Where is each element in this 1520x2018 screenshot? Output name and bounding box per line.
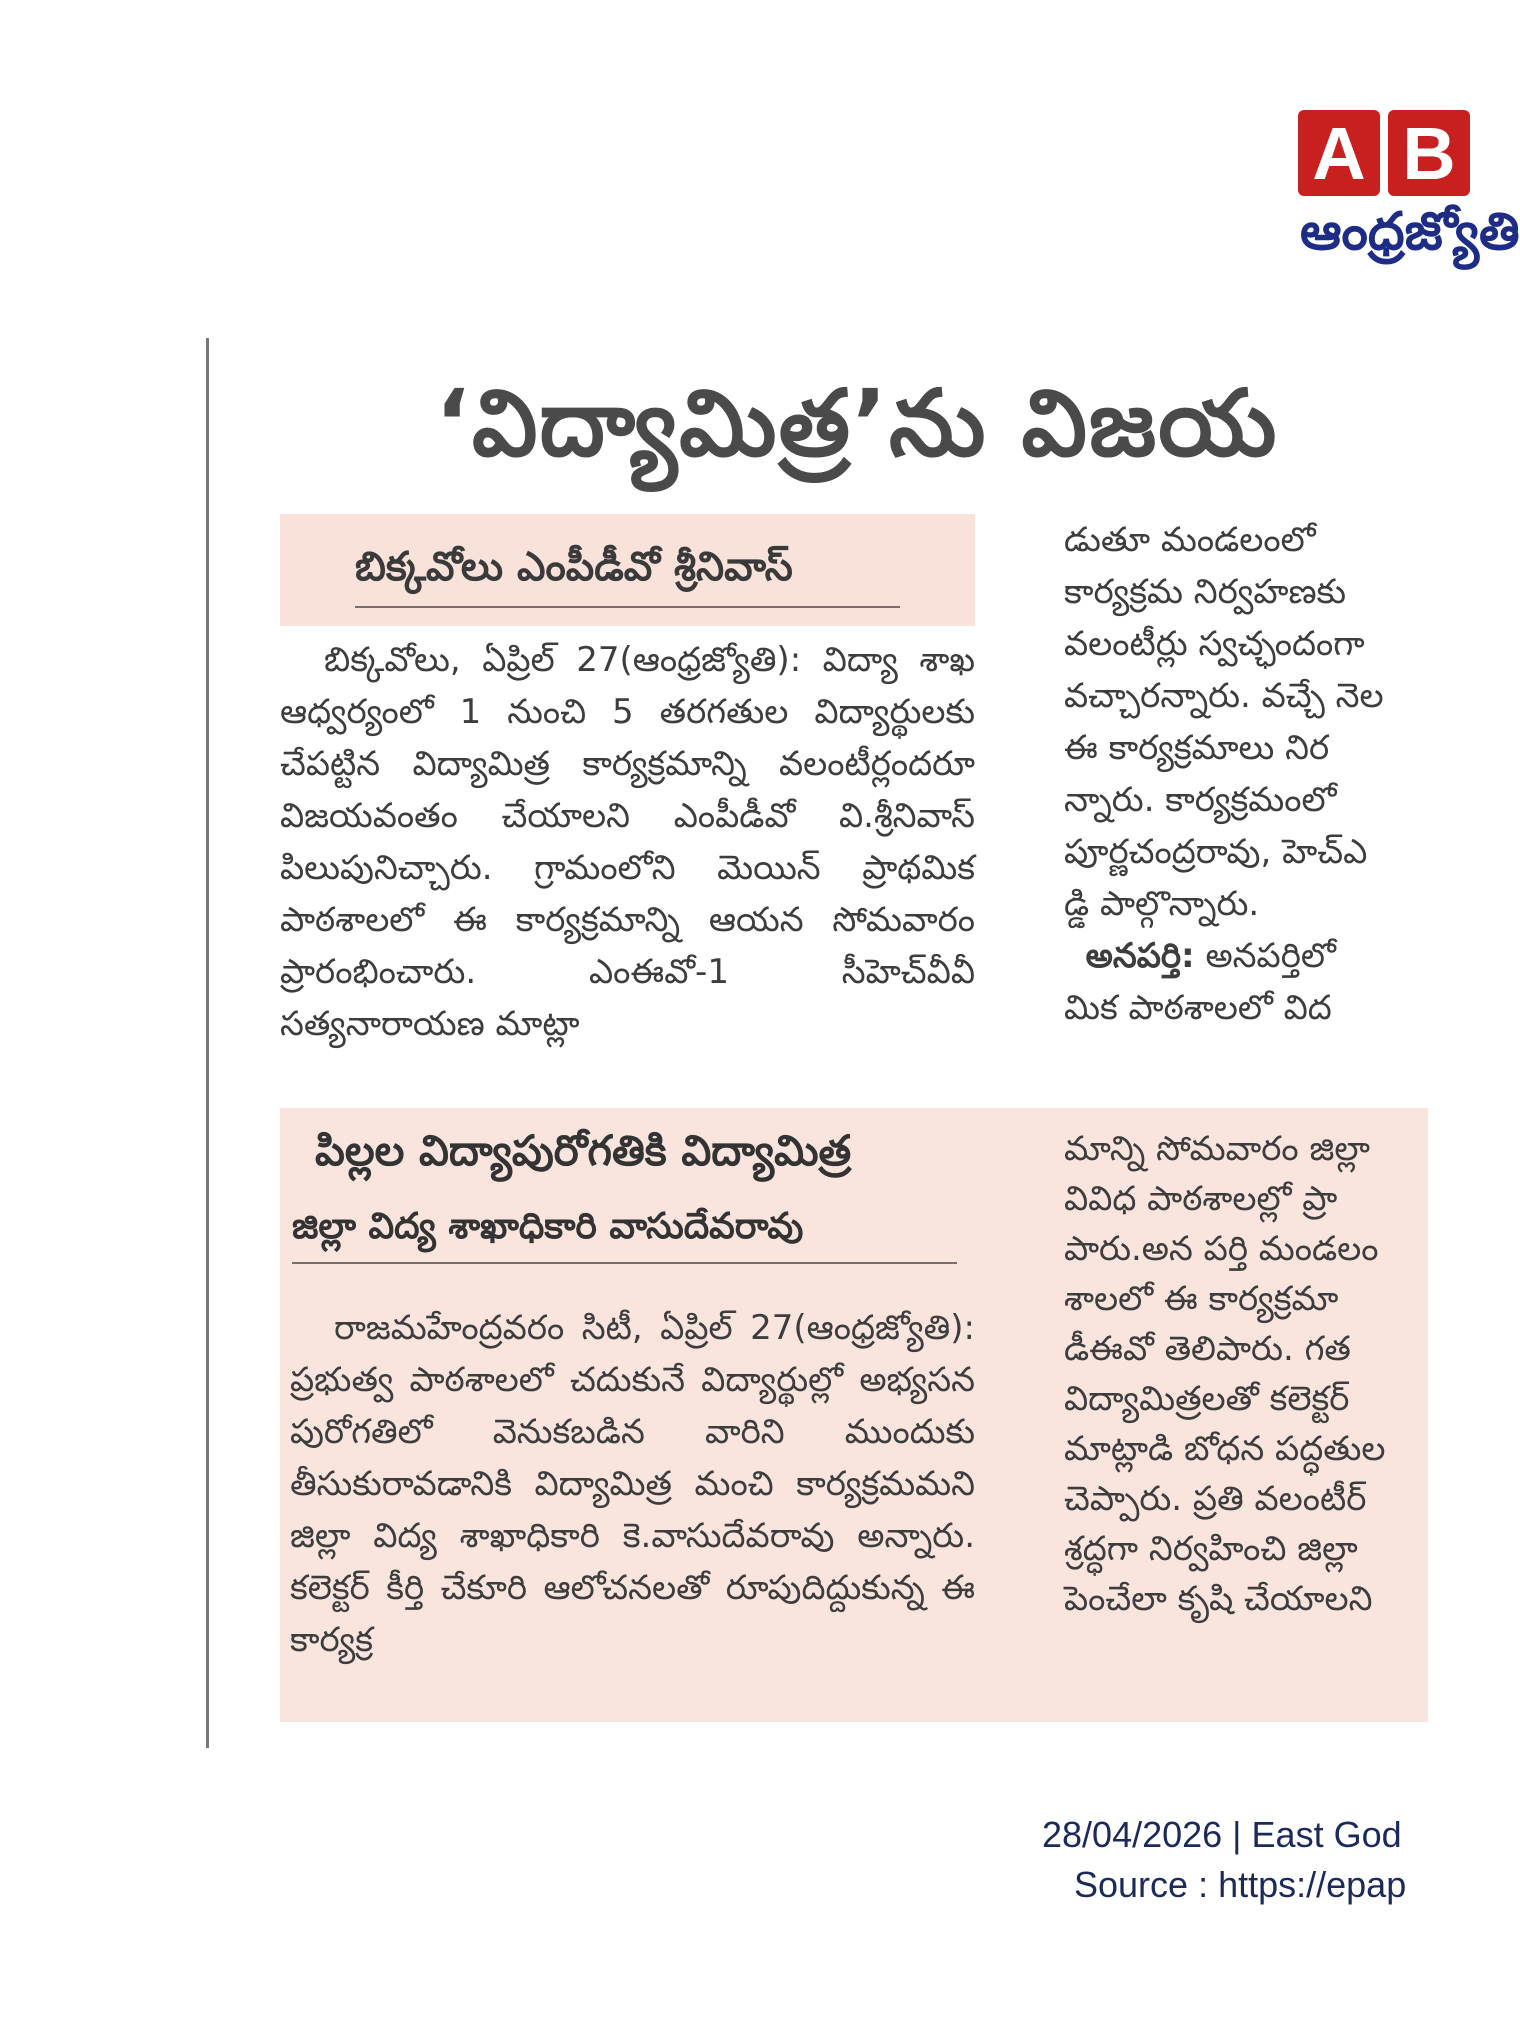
column2-line: డుతూ మండలంలో <box>1064 520 1316 560</box>
dateline-anaparthi: అనపర్తి: <box>1085 936 1195 976</box>
logo-letter-a: A <box>1298 110 1380 196</box>
column-divider <box>206 338 209 1748</box>
story1-body <box>280 634 975 1050</box>
column2b-line: చెప్పారు. ప్రతి వలంటీర్ <box>1064 1479 1367 1519</box>
column2b-line: శాలలో ఈ కార్యక్రమా <box>1064 1279 1339 1319</box>
column2-bottom <box>1064 1124 1428 1624</box>
column2-line: డ్డి పాల్గొన్నారు. <box>1064 884 1260 924</box>
footer-source: Source : https://epap <box>1074 1864 1407 1905</box>
story1-subheading: బిక్కవోలు ఎంపీడీవో శ్రీనివాస్ <box>355 544 900 608</box>
source-footer <box>1042 1810 1428 1910</box>
column2-line: వలంటీర్లు స్వచ్ఛందంగా <box>1064 624 1365 664</box>
column2-line: వచ్చారన్నారు. వచ్చే నెల <box>1064 676 1384 716</box>
column2b-line: శ్రద్ధగా నిర్వహించి జిల్లా <box>1064 1529 1358 1569</box>
newspaper-logo <box>1298 110 1520 280</box>
column2b-line: వివిధ పాఠశాలల్లో ప్రా <box>1064 1179 1338 1219</box>
logo-letters <box>1298 110 1498 196</box>
column2-line: ఈ కార్యక్రమాలు నిర <box>1064 728 1330 768</box>
logo-letter-b: B <box>1388 110 1470 196</box>
column2b-line: పారు.అన పర్తి మండలం <box>1064 1229 1379 1269</box>
column2-line: పూర్ణచంద్రరావు, హెచ్ఎ <box>1064 832 1368 872</box>
column2-lead-line <box>1064 930 1428 982</box>
column2-line: న్నారు. కార్యక్రమంలో <box>1064 780 1337 820</box>
story1-subheading-box <box>280 514 975 626</box>
column2-line: కార్యక్రమ నిర్వహణకు <box>1064 572 1347 612</box>
story2-paragraph: రాజమహేంద్రవరం సిటీ, ఏప్రిల్ 27(ఆంధ్రజ్యోతి): ప్రభుత్వ పాఠశాలలో చదుకునే విద్యార్థుల్లో అభ్యసన పురోగతిలో వెనుకబడిన వారిని ముందుకు తీసుకురావడానికి విద్యామిత్ర మంచి కార్యక్రమమని జిల్లా విద్య శాఖాధికారి కె.వాసుదేవరావు అన్నారు. కలెక్టర్ కీర్తి చేకూరి ఆలోచనలతో రూపుదిద్దుకున్న ఈ కార్యక్ర <box>290 1308 975 1660</box>
column2b-line: డీఈవో తెలిపారు. గత <box>1064 1329 1351 1369</box>
column2-line: మిక పాఠశాలలో విద <box>1064 988 1332 1028</box>
column2b-line: మాట్లాడి బోధన పద్ధతుల <box>1064 1429 1386 1469</box>
column2b-line: విద్యామిత్రలతో కలెక్టర్ <box>1064 1379 1350 1419</box>
story2-subheading2: జిల్లా విద్య శాఖాధికారి వాసుదేవరావు <box>292 1206 957 1264</box>
column2-top <box>1064 514 1428 1034</box>
story2-body <box>290 1302 975 1666</box>
main-headline: ‘విద్యామిత్ర’ను విజయ <box>435 370 1279 477</box>
column2b-line: పెంచేలా కృషి చేయాలని <box>1064 1579 1373 1619</box>
logo-subtitle: ఆంధ్రజ్యోతి <box>1300 202 1520 262</box>
footer-date-edition: 28/04/2026 | East God <box>1042 1814 1402 1855</box>
column2b-line: మాన్ని సోమవారం జిల్లా <box>1064 1129 1370 1169</box>
story2-subheading: పిల్లల విద్యాపురోగతికి విద్యామిత్ర <box>315 1126 852 1175</box>
story1-paragraph: బిక్కవోలు, ఏప్రిల్ 27(ఆంధ్రజ్యోతి): విద్యా శాఖ ఆధ్వర్యంలో 1 నుంచి 5 తరగతుల విద్యార్థులకు చేపట్టిన విద్యామిత్ర కార్యక్రమాన్ని వలంటీర్లందరూ విజయవంతం చేయాలని ఎంపీడీవో వి.శ్రీనివాస్ పిలుపునిచ్చారు. గ్రామంలోని మెయిన్ ప్రాథమిక పాఠశాలలో ఈ కార్యక్రమాన్ని ఆయన సోమవారం ప్రారంభించారు. ఎంఈవో-1 సీహెచ్‌వీవీ సత్యనారాయణ మాట్లా <box>280 640 975 1044</box>
lead-rest: అనపర్తిలో <box>1194 936 1336 976</box>
